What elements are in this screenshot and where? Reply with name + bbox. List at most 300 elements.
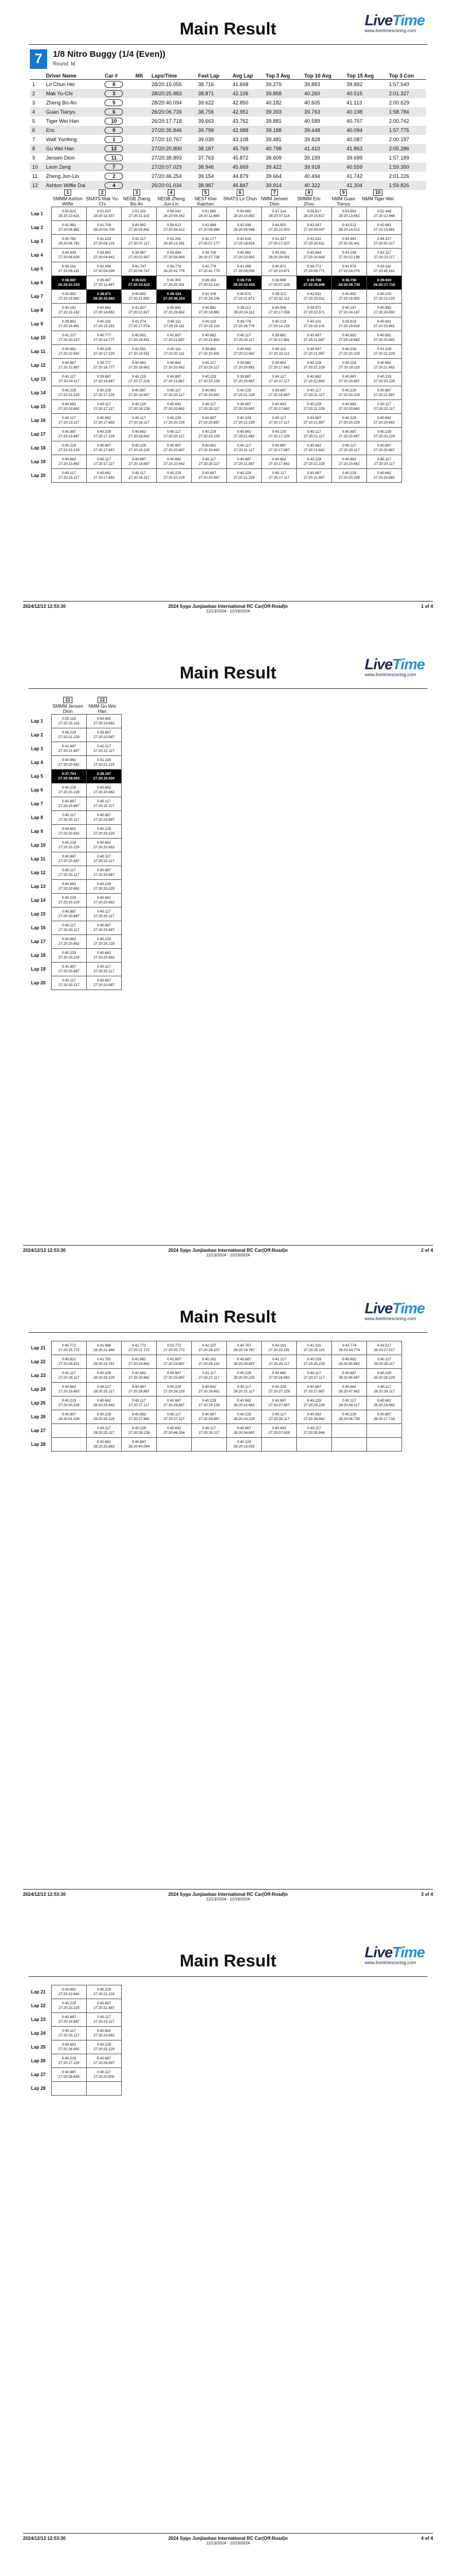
lap-cell [87,373,122,386]
summary-cell [102,117,133,126]
lap-time: 0:40.117 [61,813,76,817]
elapsed-time: 27:20:20.662 [58,831,80,836]
lap-time: 0:39.771 [307,264,322,269]
lap-cell [192,331,227,345]
summary-cell [133,126,149,135]
lap-time: 0:40.662 [61,402,76,406]
lap-time: 0:50.772 [167,1343,181,1348]
lap-cell [87,935,122,949]
elapsed-time: 28:20:24.112 [233,310,255,315]
lap-cell [157,400,192,414]
lap-label: Lap 20 [31,472,46,478]
elapsed-time: 27:20:20.117 [93,804,115,808]
elapsed-time: 27:20:28.229 [128,1430,150,1435]
lap-time: 0:37.763 [61,771,76,776]
lap-time: 0:40.662 [167,305,181,310]
page-footer: 2024/12/13 12:53:30 2024 Sygo Junjiaobao International RC Car(Off-Road)n 12/13/2024 - 12/15/2024 3 of 4 [23,1889,433,1890]
elapsed-time: 27:20:20.229 [198,379,220,383]
lap-time: 0:41.986 [96,1343,111,1348]
summary-cell [133,181,149,190]
elapsed-time: 27:20:25.887 [163,1375,185,1380]
elapsed-time: 27:20:20.229 [338,393,360,397]
summary-cell: 41.113 [346,100,362,106]
elapsed-time: 27:20:25.117 [58,2033,80,2038]
lap-label: Lap 24 [31,1386,46,1392]
summary-cell: Gu Wei Han [44,144,102,153]
lap-cell [192,1383,227,1396]
elapsed-time: 27:20:17.881 [268,337,290,342]
lap-cell [297,414,332,428]
lap-cell [52,921,87,935]
lap-cell [297,428,332,441]
summary-cell: 37.763 [198,155,214,161]
elapsed-time: 27:20:26.887 [163,1403,185,1407]
elapsed-time: 27:20:19.882 [58,296,80,301]
lap-cell [332,276,367,290]
lap-time: 0:42.099 [96,264,111,269]
elapsed-time: 27:20:20.662 [58,941,80,946]
lap-time: 0:40.229 [237,388,252,393]
lap-time: 0:40.887 [132,1384,146,1389]
lap-cell [52,1438,87,1452]
elapsed-time: 27:20:20.117 [93,859,115,863]
lap-time: 0:40.887 [132,388,146,393]
car-number: 6 [105,108,123,115]
lap-time: 0:43.261 [167,236,181,241]
summary-cell [133,144,149,153]
summary-row [30,80,426,90]
elapsed-time: 27:20:20.117 [198,365,220,370]
elapsed-time: 27:20:23.117 [58,420,80,425]
lap-label: Lap 1 [31,211,43,216]
elapsed-time: 27:20:21.887 [163,337,185,342]
elapsed-time: 26:20:17.718 [373,1417,395,1421]
elapsed-time: 27:20:25.811 [303,296,325,301]
lap-time: 0:40.887 [61,799,76,804]
elapsed-time: 27:20:20.229 [58,790,80,794]
driver-car-number: 2 [99,189,106,196]
elapsed-time: 27:20:17.556 [268,310,290,315]
elapsed-time: 27:20:20.887 [58,804,80,808]
summary-cell: 41.304 [345,181,387,190]
lap-cell [297,1438,332,1452]
elapsed-time: 27:20:21.892 [128,296,150,301]
elapsed-time: 27:20:20.117 [373,461,395,466]
elapsed-time: 27:20:17.117 [93,461,115,466]
elapsed-time: 27:20:20.887 [93,983,115,987]
lap-cell [157,469,192,483]
lap-cell [367,262,402,276]
summary-cell: 42.988 [230,126,264,135]
lap-time: 0:40.229 [307,1357,322,1361]
lap-cell [52,728,87,742]
elapsed-time: 27:20:21.887 [58,748,80,753]
lap-time: 0:40.117 [272,471,287,475]
elapsed-time: 27:20:20.887 [163,448,185,452]
lap-time: 0:41.074 [132,319,146,324]
lap-time: 0:40.882 [237,250,252,255]
elapsed-time: 28:20:06.782 [58,241,80,246]
lap-row [30,949,122,963]
lap-cell [87,839,122,852]
elapsed-time: 27:20:14.662 [93,721,115,726]
lap-row [30,2082,122,2096]
lap-label: Lap 6 [31,787,43,793]
elapsed-time: 27:20:18.881 [198,310,220,315]
elapsed-time: 27:20:20.111 [164,351,184,356]
summary-cell: 39.828 [304,137,320,142]
lap-time: 0:40.229 [132,1426,146,1430]
elapsed-time: 27:20:27.887 [268,1403,290,1407]
elapsed-time: 27:20:21.117 [303,434,325,439]
lap-cell [192,428,227,441]
elapsed-time: 27:20:20.301 [163,282,185,287]
lap-cell [52,2054,87,2068]
lap-cell [332,469,367,483]
summary-header-cell: Top 3 Avg [264,72,302,80]
lap-cell [367,428,402,441]
lap-time: 0:40.101 [307,319,322,324]
elapsed-time: 26:20:06.739 [338,1417,360,1421]
lap-time: 0:39.887 [237,402,252,406]
summary-row [30,107,426,117]
lap-cell [122,373,157,386]
lap-time: 0:40.117 [237,333,252,337]
lap-cell [297,1369,332,1383]
lap-time: 0:40.229 [342,1412,357,1417]
summary-cell: 27/20:20.800 [149,144,196,153]
elapsed-time: 27:20:22.902 [268,227,290,232]
lap-time: 0:40.229 [377,292,392,296]
lap-cell [122,249,157,262]
lap-cell [87,235,122,249]
elapsed-time: 27:20:21.871 [233,296,255,301]
lap-row [30,852,122,866]
lap-time: 0:39.663 [377,278,392,282]
lap-time: 0:40.662 [202,388,217,393]
page-title: Main Result [179,664,277,682]
driver-car-number: 11 [63,697,72,703]
elapsed-time: 27:20:20.800 [93,776,115,781]
lap-cell [87,469,122,483]
lap-time: 0:40.117 [307,429,322,434]
lap-time: 0:40.117 [96,457,111,461]
elapsed-time: 27:20:24.076 [338,269,360,273]
lap-time: 0:50.882 [237,209,252,214]
lap-row [30,894,122,907]
lap-times-table [30,207,402,483]
lap-cell [367,1355,402,1369]
lap-time: 0:40.887 [342,1371,357,1375]
elapsed-time: 26:20:47.662 [338,1389,360,1394]
lap-label: Lap 3 [31,746,43,751]
lap-time: 0:40.229 [132,402,146,406]
lap-cell [87,1985,122,1999]
lap-row [30,811,122,825]
elapsed-time: 27:20:07.177 [198,241,220,246]
lap-cell [332,373,367,386]
lap-time: 0:40.662 [96,1440,111,1444]
summary-cell [133,80,149,90]
lap-label: Lap 4 [31,759,43,765]
lap-time: 0:40.229 [307,360,322,365]
lap-cell [157,235,192,249]
lap-label: Lap 17 [31,431,46,437]
driver-column-header [154,189,188,207]
lap-row [30,1369,402,1383]
page-footer: 2024/12/13 12:53:30 2024 Sygo Junjiaobao International RC Car(Off-Road)n 12/13/2024 - 12/15/2024 4 of 4 [23,2533,433,2534]
elapsed-time: 27:20:20.662 [58,886,80,891]
lap-cell [52,963,87,976]
elapsed-time: 27:20:20.229 [93,831,115,836]
lap-time: 0:39.881 [272,333,287,337]
lap-cell [52,756,87,770]
lap-cell [192,455,227,469]
lap-cell [367,400,402,414]
elapsed-time: 27:20:20.117 [58,817,80,822]
summary-cell: 2:05.286 [387,144,426,153]
lap-cell [52,866,87,880]
lap-cell [87,2054,122,2068]
summary-header-cell [30,72,44,80]
lap-cell [52,2068,87,2082]
elapsed-time: 27:20:27.117 [128,1403,150,1407]
car-number: 3 [105,90,123,97]
lap-time: 0:40.229 [96,2042,111,2047]
lap-time: 0:40.662 [167,457,181,461]
elapsed-time: 27:20:17.229 [93,351,115,356]
summary-cell [133,172,149,181]
elapsed-time: 27:20:17.229 [268,434,290,439]
summary-cell: 27/20:10.767 [151,137,182,142]
summary-header-cell: Top 15 Avg [345,72,387,80]
lap-time: 0:40.118 [342,360,357,365]
lap-time: 0:40.887 [307,471,322,475]
elapsed-time: 27:20:06.771 [303,269,325,273]
driver-name: NMM Gu Wei Han [88,704,116,714]
lap-label: Lap 21 [31,1989,46,1995]
driver-name: NMM Tiger Wei [362,196,394,201]
lap-cell [87,441,122,455]
elapsed-time: 27:20:02.967 [128,255,150,259]
lap-cell [367,1438,402,1452]
lap-cell [122,207,157,221]
page-title: Main Result [179,1308,277,1326]
lap-time: 0:40.117 [202,1426,217,1430]
elapsed-time: 26:20:45.662 [338,1361,360,1366]
lap-row [30,441,402,455]
summary-cell: 42.951 [230,107,264,117]
elapsed-time: 27:20:23.229 [58,448,80,452]
lap-cell [297,373,332,386]
lap-time: 0:40.662 [377,360,392,365]
lap-time: 0:40.117 [202,402,217,406]
lap-cell [52,1383,87,1396]
lap-time: 0:40.229 [202,429,217,434]
lap-cell [122,276,157,290]
lap-cell [52,304,87,317]
summary-row [30,181,426,190]
summary-cell: 11 [32,173,38,179]
lap-time: 0:42.611 [307,236,322,241]
elapsed-time: 27:20:09.099 [233,269,255,273]
lap-time: 0:40.117 [132,416,146,420]
driver-name: NEOB Zheng Jun-Lin [157,196,185,207]
lap-cell [87,811,122,825]
elapsed-time: 27:20:20.117 [163,393,185,397]
lap-cell [52,1424,87,1438]
lap-cell [332,290,367,304]
summary-cell: 2 [30,89,44,98]
lap-cell [87,414,122,428]
elapsed-time: 27:20:20.229 [58,900,80,905]
lap-time: 0:40.229 [237,1371,252,1375]
lap-cell [367,317,402,331]
summary-cell: 43.762 [233,118,249,124]
lap-time: 0:40.181 [96,319,111,324]
lap-cell [87,2068,122,2082]
elapsed-time: 27:20:20.662 [198,448,220,452]
summary-cell: Ashton Wilfie Dai [44,181,102,190]
lap-time: 0:40.887 [61,854,76,859]
lap-time: 0:55.817 [307,209,322,214]
lap-cell [367,249,402,262]
lap-time: 0:40.887 [167,1371,181,1375]
lap-cell [52,852,87,866]
lap-row [30,839,122,852]
lap-time: 0:40.661 [377,319,392,324]
lap-time: 0:40.229 [96,827,111,831]
elapsed-time: 28:20:13.261 [163,241,185,246]
lap-time: 0:40.229 [202,1398,217,1403]
elapsed-time: 28:20:10.882 [233,214,255,218]
lap-label: Lap 12 [31,870,46,875]
summary-row [30,89,426,98]
lap-cell [262,359,297,373]
elapsed-time: 27:20:20.662 [163,365,185,370]
lap-cell [227,317,262,331]
lap-time: 0:41.076 [342,264,357,269]
summary-cell: 1:57.775 [387,126,426,135]
summary-cell: Zheng Bo-An [46,100,77,106]
elapsed-time: 27:20:17.117 [268,379,290,383]
lap-time: 0:41.781 [96,1357,111,1361]
lap-cell [227,414,262,428]
lap-cell [297,221,332,235]
lap-cell [367,1383,402,1396]
driver-name: NEGB Zheng Bo-An [123,196,150,207]
lap-cell [192,235,227,249]
summary-row [30,162,426,172]
elapsed-time: 27:20:20.662 [373,475,395,480]
lap-label: Lap 4 [31,252,43,258]
lap-times-table [30,1985,122,2096]
lap-cell [227,400,262,414]
lap-cell [262,304,297,317]
lap-time: 0:40.229 [237,416,252,420]
lap-cell [157,345,192,359]
lap-time: 0:40.777 [96,333,111,337]
lap-time: 0:40.662 [61,2042,76,2047]
lap-time: 0:40.887 [237,1357,252,1361]
summary-cell: 40.757 [346,118,363,124]
divider [29,44,427,45]
lap-time: 0:40.662 [167,1426,181,1430]
lap-label: Lap 5 [31,773,43,779]
lap-cell [87,2040,122,2054]
lap-cell [52,783,87,797]
lap-time: 0:40.887 [377,1412,392,1417]
lap-time: 0:40.229 [61,2001,76,2005]
lap-cell [87,455,122,469]
lap-label: Lap 5 [31,266,43,271]
elapsed-time: 26:20:46.887 [338,1375,360,1380]
lap-cell [262,221,297,235]
elapsed-time: 27:20:20.887 [58,859,80,863]
lap-row [30,386,402,400]
lap-time: 0:41.747 [132,264,146,269]
elapsed-time: 27:20:21.102 [128,214,150,218]
lap-row [30,825,122,839]
lap-time: 0:56.884 [167,250,181,255]
lap-row [30,728,122,742]
lap-time: 0:40.117 [202,457,217,461]
lap-time: 0:40.662 [96,471,111,475]
lap-time: 0:41.862 [132,1357,146,1361]
lap-row [30,317,402,331]
lap-cell [52,825,87,839]
lap-cell [87,963,122,976]
lap-cell [192,304,227,317]
lap-row [30,221,402,235]
driver-name: NMM Guan Tianyu [331,196,355,207]
lap-cell [297,1396,332,1410]
summary-cell: Zheng Jun-Lin [46,173,79,179]
driver-car-number: 8 [306,189,312,196]
page-footer: 2024/12/13 12:53:30 2024 Sygo Junjiaobao International RC Car(Off-Road)n 12/13/2024 - 12/15/2024 2 of 4 [23,1245,433,1246]
lap-time: 0:51.665 [202,209,217,214]
lap-cell [227,469,262,483]
lap-time: 0:45.081 [272,250,287,255]
summary-cell: 45.872 [233,155,249,161]
lap-time: 0:40.117 [377,1384,392,1389]
lap-time: 0:40.118 [202,319,217,324]
elapsed-time: 27:20:19.892 [338,296,360,301]
driver-name: NEST Kiwi Kaichan [194,196,217,207]
lap-time: 0:40.117 [307,1426,322,1430]
elapsed-time: 27:20:21.887 [303,420,325,425]
lap-cell [367,455,402,469]
elapsed-time: 27:20:21.229 [58,735,80,739]
lap-cell [192,400,227,414]
summary-cell: 38.756 [196,107,230,117]
lap-cell [192,414,227,428]
lap-time: 0:55.118 [61,716,76,721]
lap-time: 0:41.229 [377,347,392,351]
lap-label: Lap 7 [31,293,43,299]
summary-header-cell: Car # [102,72,133,80]
elapsed-time: 27:20:17.117 [93,406,115,411]
lap-cell [192,317,227,331]
summary-cell: 42.106 [230,89,264,98]
elapsed-time: 27:20:27.887 [303,1389,325,1394]
lap-cell [52,1341,87,1355]
elapsed-time: 27:20:20.117 [58,928,80,932]
lap-cell [367,359,402,373]
lap-label: Lap 14 [31,897,46,903]
summary-cell: 10 [30,162,44,172]
lap-time: 0:39.887 [96,374,111,379]
